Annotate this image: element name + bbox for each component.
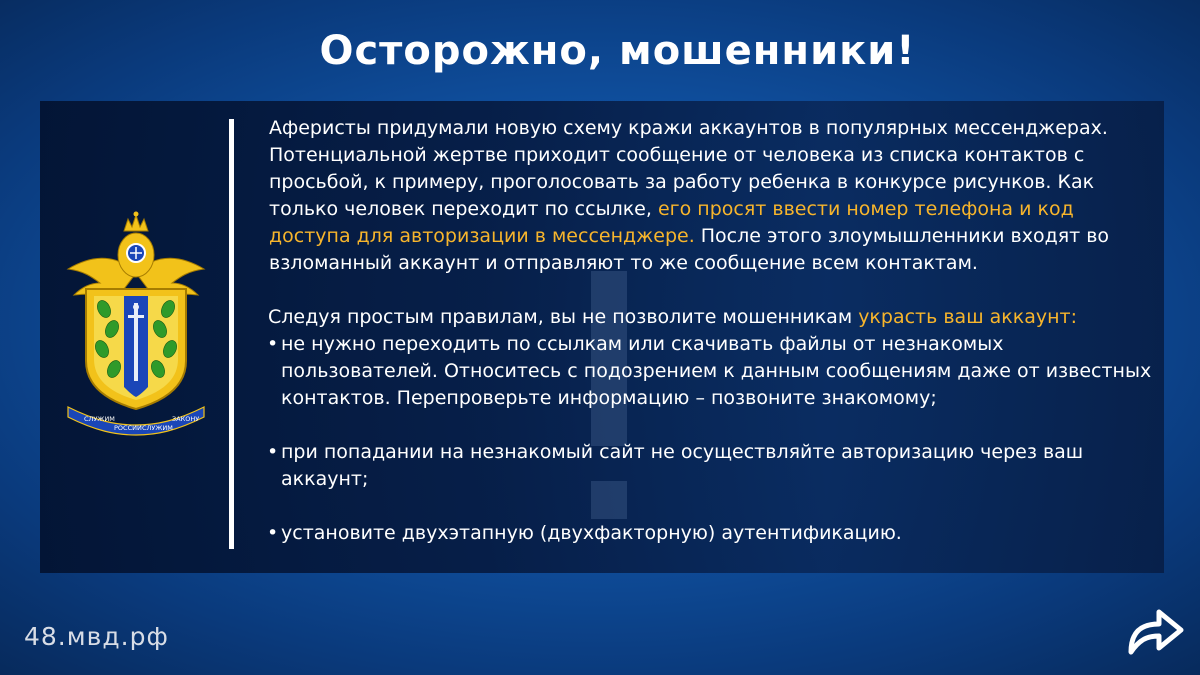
list-item-text: не нужно переходить по ссылкам или скачивать файлы от незнакомых пользователей. Относитесь с подозрением к данным сообщениям даже от известных контактов. Перепроверьте информацию – позвоните знакомому; [281,333,1152,409]
ribbon-word: РОССИИ [114,424,142,432]
list-item [249,439,1161,493]
bullet-icon: • [267,333,279,355]
vertical-divider [229,119,234,549]
intro-paragraph [249,115,1161,277]
rules-list [249,331,1161,547]
site-url: 48.мвд.рф [24,622,169,651]
police-emblem-icon [66,211,206,436]
list-item-text: установите двухэтапную (двухфакторную) аутентификацию. [281,522,902,544]
intro-text-end: После этого злоумышленники входят во взломанный аккаунт и отправляют то же сообщение всем контактам. [269,225,1110,274]
list-item-text: при попадании на незнакомый сайт не осуществляйте авторизацию через ваш аккаунт; [281,441,1084,490]
rules-intro [249,304,1161,331]
rules-intro-highlight: украсть ваш аккаунт: [858,306,1078,328]
ribbon-word: СЛУЖИМ [142,424,173,432]
article-text [249,115,1161,574]
bullet-icon: • [267,522,279,544]
list-item [249,331,1161,412]
rules-intro-text: Следуя простым правилам, вы не позволите мошенникам [268,306,859,328]
intro-highlight: его просят ввести номер телефона и код доступа для авторизации в мессенджере. [269,198,1074,247]
intro-text: Аферисты придумали новую схему кражи аккаунтов в популярных мессенджерах. Потенциальной жертве приходит сообщение от человека из списка контактов с просьбой, к примеру, проголосовать за работу ребенка в конкурсе рисунков. Как только человек переходит по ссылке, [269,117,1108,220]
share-arrow-icon[interactable] [1125,606,1185,658]
ribbon-word: ЗАКОНУ [172,415,200,423]
bullet-icon: • [267,441,279,463]
ribbon-word: СЛУЖИМ [84,415,115,423]
list-item [249,520,1161,547]
content-panel [40,101,1164,573]
page-title: Осторожно, мошенники! [319,28,916,74]
